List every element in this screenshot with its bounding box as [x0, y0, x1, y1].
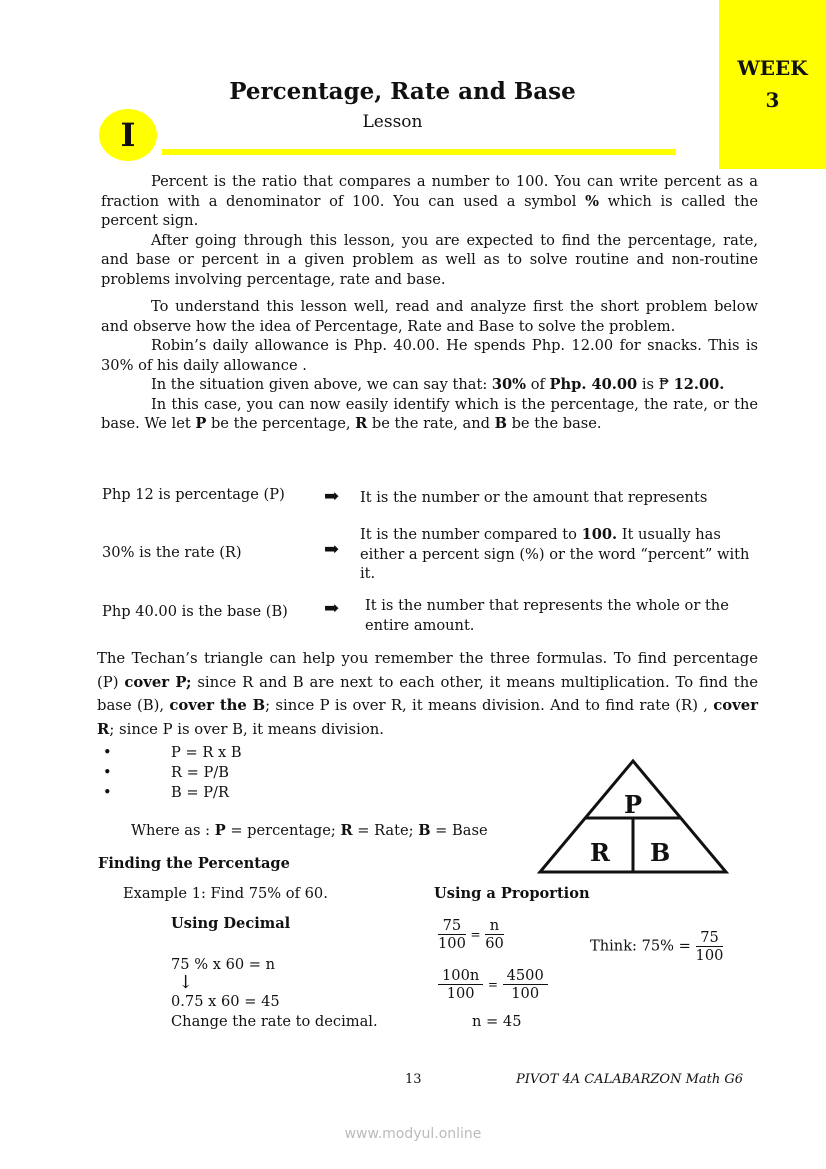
page-number: 13	[405, 1072, 422, 1087]
decimal-note: Change the rate to decimal.	[171, 1013, 378, 1030]
week-number: 3	[765, 88, 780, 112]
definition-label: 30% is the rate (R)	[102, 544, 242, 561]
arrow-right-icon: ➡	[324, 539, 340, 560]
proportion-eq-1: $\frac{75}{100}$ = $\frac{n}{60}$	[438, 917, 504, 952]
definition-text: It is the number compared to 100. It usually has either a percent sign (%) or the word “percent” with it.	[360, 526, 750, 582]
intro	[101, 172, 758, 289]
proportion-result: n = 45	[472, 1013, 522, 1030]
formula-item: • P = R x B	[103, 744, 242, 761]
proportion-eq-2: $\frac{100n}{100}$ = $\frac{4500}{100}$	[438, 967, 548, 1002]
definition-label: Php 12 is percentage (P)	[102, 486, 285, 503]
arrow-down-icon: ↓	[178, 972, 194, 993]
decimal-step: 0.75 x 60 = 45	[171, 993, 280, 1010]
problem-p2: Robin’s daily allowance is Php. 40.00. He spends Php. 12.00 for snacks. This is 30% of his daily allowance .	[101, 337, 758, 374]
definition-label: Php 40.00 is the base (B)	[102, 603, 288, 620]
lesson-subtitle: Lesson	[362, 112, 423, 132]
problem	[101, 297, 758, 434]
formula-list	[103, 743, 242, 803]
watermark: www.modyul.online	[344, 1126, 482, 1142]
think-note: Think: 75% = $\frac{75}{100}$	[590, 929, 724, 964]
yellow-rule	[162, 149, 676, 155]
intro-objectives: After going through this lesson, you are expected to find the percentage, rate, and base or percent in a given problem as well as to solve routine and non-routine problems involving percentage, rate and base.	[101, 231, 758, 288]
formula-item: • R = P/B	[103, 764, 229, 781]
page-title: Percentage, Rate and Base	[229, 78, 576, 105]
problem-p3: In the situation given above, we can say that: 30% of Php. 40.00 is ₱ 12.00.	[151, 376, 725, 393]
decimal-heading: Using Decimal	[171, 915, 291, 932]
triangle-b-label: B	[650, 838, 671, 867]
problem-p4: In this case, you can now easily identify which is the percentage, the rate, or the base. We let P be the percentage, R be the rate, and B be the base.	[101, 395, 758, 432]
proportion-heading: Using a Proportion	[434, 885, 590, 902]
triangle-p-label: P	[624, 790, 643, 819]
week-label: WEEK	[737, 56, 808, 80]
definition-text: It is the number or the amount that represents	[360, 489, 708, 506]
definition-text: It is the number that represents the whole or the entire amount.	[365, 597, 729, 634]
footer-source: PIVOT 4A CALABARZON Math G6	[516, 1072, 744, 1087]
arrow-right-icon: ➡	[324, 486, 340, 507]
decimal-step: 75 % x 60 = n	[171, 956, 276, 973]
formula-item: • B = P/R	[103, 784, 229, 801]
variable-legend: Where as : P = percentage; R = Rate; B = Base	[131, 822, 488, 839]
triangle-r-label: R	[590, 838, 610, 867]
section-badge: I	[99, 109, 157, 161]
section-heading: Finding the Percentage	[98, 855, 290, 872]
percent-symbol: %	[585, 192, 599, 210]
techan-paragraph: The Techan’s triangle can help you remember the three formulas. To find percentage (P) cover P; since R and B are next to each other, it means multiplication. To find the base (B), cover the B; since P is over R, it means division. And to find rate (R) , cover R; since P is over B, it means division.	[97, 650, 758, 738]
example-text: Example 1: Find 75% of 60.	[123, 885, 328, 902]
intro-text: Percent is the ratio that compares a number to 100. You can write percent as a fraction with a denominator of 100. You can used a symbol	[101, 173, 758, 210]
problem-p1: To understand this lesson well, read and analyze first the short problem below and observe how the idea of Percentage, Rate and Base to solve the problem.	[101, 298, 758, 335]
intro-text: which is called the percent sign.	[101, 192, 758, 229]
arrow-right-icon: ➡	[324, 598, 340, 619]
